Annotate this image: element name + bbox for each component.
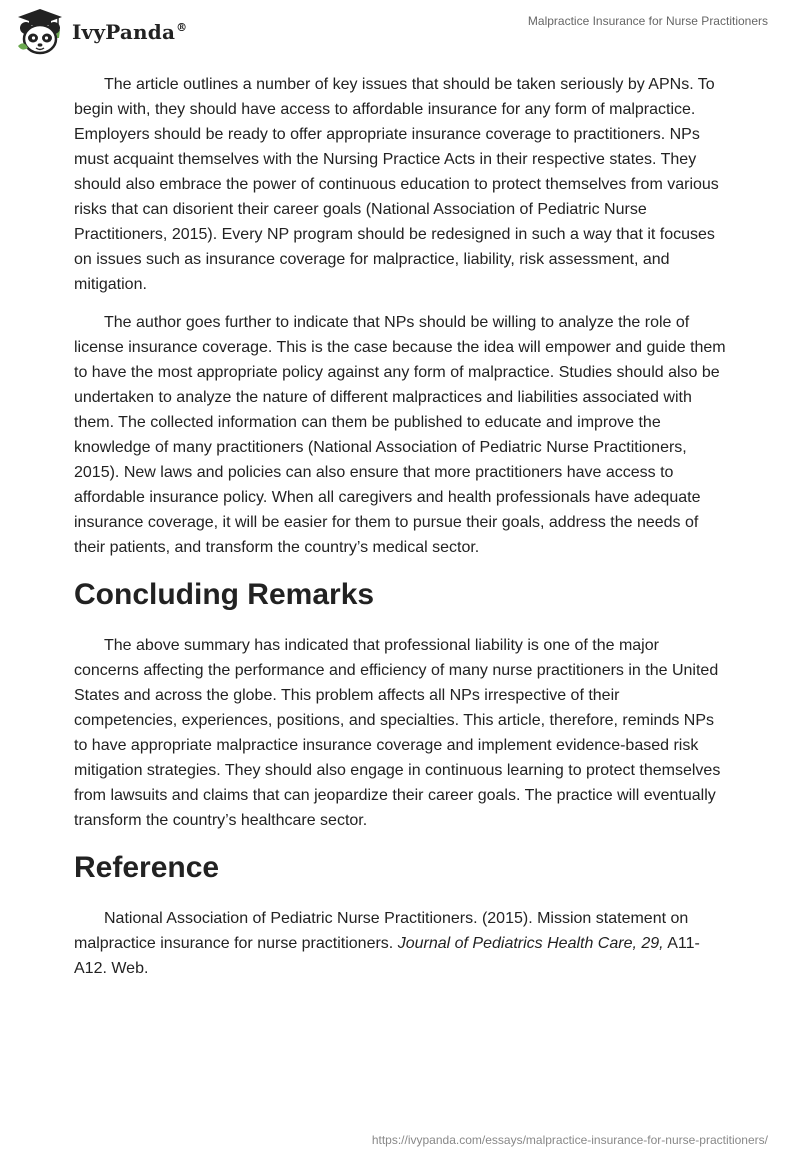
- body-paragraph-2: The author goes further to indicate that NPs should be willing to analyze the role of license insurance coverage. This is the case because the idea will empower and guide them to have the most appropriate policy against any form of malpractice. Studies should also be undertaken to analyze the nature of different malpractices and liabilities associated with them. The collected information can them be published to educate and improve the knowledge of many practitioners (National Association of Pediatric Nurse Practitioners, 2015). New laws and policies can also ensure that more practitioners have access to affordable insurance policy. When all caregivers and health professionals have adequate insurance coverage, it will be easier for them to pursue their goals, address the needs of their patients, and transform the country’s medical sector.: [74, 314, 726, 556]
- essay-body: [74, 72, 726, 994]
- brand-name: IvyPanda®: [72, 20, 188, 44]
- reference-pages: A11-A12. Web.: [74, 935, 700, 977]
- source-url-link[interactable]: https://ivypanda.com/essays/malpractice-insurance-for-nurse-practitioners/: [371, 1133, 768, 1147]
- document-title: Malpractice Insurance for Nurse Practitioners: [527, 14, 768, 28]
- page-header: [0, 0, 800, 60]
- body-paragraph-1: The article outlines a number of key issues that should be taken seriously by APNs. To begin with, they should have access to affordable insurance for any form of malpractice. Employers should be ready to offer appropriate insurance coverage to practitioners. NPs must acquaint themselves with the Nursing Practice Acts in their respective states. They should also embrace the power of continuous education to protect themselves from various risks that can disorient their career goals (National Association of Pediatric Nurse Practitioners, 2015). Every NP program should be redesigned in such a way that it focuses on issues such as insurance coverage for malpractice, liability, risk assessment, and mitigation.: [74, 76, 719, 293]
- concluding-remarks-heading: Concluding Remarks: [74, 578, 375, 611]
- reference-journal: Journal of Pediatrics Health Care, 29,: [397, 935, 664, 952]
- reference-text: National Association of Pediatric Nurse Practitioners. (2015). Mission statement on malpractice insurance for nurse practitioners.: [74, 910, 689, 952]
- concluding-paragraph: The above summary has indicated that professional liability is one of the major concerns affecting the performance and efficiency of many nurse practitioners in the United States and across the globe. This problem affects all NPs irrespective of their competencies, experiences, positions, and specialties. This article, therefore, reminds NPs to have appropriate malpractice insurance coverage and implement evidence-based risk mitigation strategies. They should also engage in continuous learning to protect themselves from lawsuits and claims that can jeopardize their career goals. The practice will eventually transform the country’s healthcare sector.: [74, 637, 721, 829]
- reference-entry: [74, 906, 726, 981]
- reference-heading: Reference: [74, 851, 220, 884]
- panda-graduate-icon: [14, 8, 66, 56]
- ivypanda-logo[interactable]: [14, 8, 187, 56]
